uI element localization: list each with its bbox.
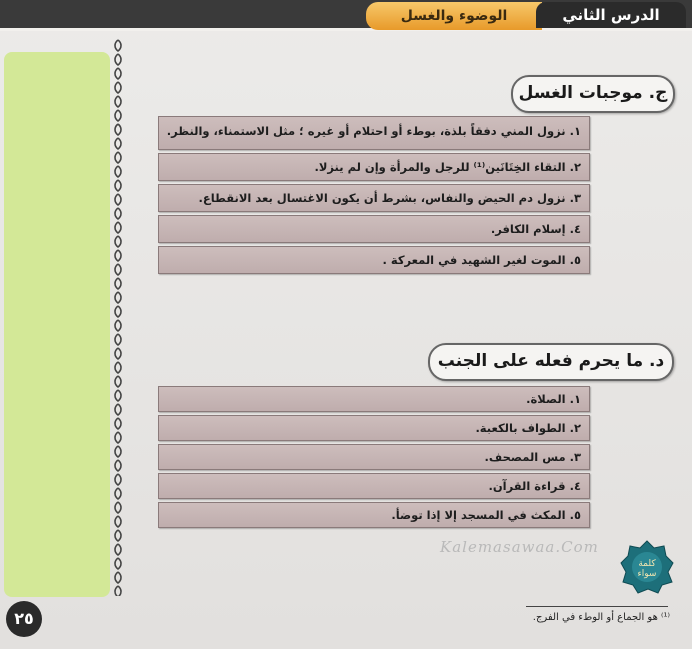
side-panel (4, 52, 110, 597)
item-number: ٥. (569, 508, 581, 522)
chain-link (115, 138, 121, 149)
chain-link (115, 320, 121, 331)
item-number: ٤. (569, 222, 581, 236)
chain-link (115, 54, 121, 65)
chain-link (115, 544, 121, 555)
list-item (158, 502, 590, 528)
lesson-title-tab: الوضوء والغسل (366, 2, 542, 30)
chain-link (115, 110, 121, 121)
kalema-sawaa-logo (620, 540, 674, 594)
chain-link (115, 446, 121, 457)
ghusl-obligations-list (158, 116, 590, 277)
list-item (158, 153, 590, 181)
site-watermark: Kalemasawaa.Com (440, 538, 599, 556)
list-item (158, 415, 590, 441)
chain-link (115, 334, 121, 345)
chain-link (115, 586, 121, 596)
chain-link (115, 418, 121, 429)
chain-link (115, 572, 121, 583)
item-number: ٣. (569, 191, 581, 205)
list-item (158, 246, 590, 274)
chain-link (115, 348, 121, 359)
chain-link (115, 432, 121, 443)
list-item (158, 215, 590, 243)
chain-link (115, 292, 121, 303)
chain-link (115, 474, 121, 485)
chain-link (115, 208, 121, 219)
chain-link (115, 124, 121, 135)
page-number: ٢٥ (6, 601, 42, 637)
chain-link (115, 558, 121, 569)
chain-link (115, 278, 121, 289)
chain-link (115, 68, 121, 79)
item-number: ٣. (569, 450, 581, 464)
list-item (158, 386, 590, 412)
chain-link (115, 306, 121, 317)
item-number: ٤. (569, 479, 581, 493)
item-text: التقاء الخِتَانَين⁽¹⁾ للرجل والمرأة وإن لم ينزلا. (314, 160, 566, 174)
item-text: الصلاة. (526, 392, 566, 406)
list-item (158, 473, 590, 499)
chain-link (115, 236, 121, 247)
item-text: قراءة القرآن. (488, 479, 566, 493)
item-text: نزول دم الحيض والنفاس، بشرط أن يكون الاغتسال بعد الانقطاع. (198, 191, 566, 205)
chain-link (115, 82, 121, 93)
chain-link (115, 502, 121, 513)
junub-prohibitions-list (158, 386, 590, 531)
svg-text:سواء: سواء (637, 569, 657, 579)
list-item (158, 184, 590, 212)
chain-link (115, 194, 121, 205)
item-text: مس المصحف. (484, 450, 566, 464)
chain-link (115, 264, 121, 275)
item-number: ٢. (569, 421, 581, 435)
chain-link (115, 40, 121, 51)
footnote: ⁽¹⁾ هو الجماع أو الوطء في الفرج. (532, 612, 670, 623)
item-text: نزول المني دفقاً بلذة، بوطء أو احتلام أو غيره ؛ مثل الاستمناء، والنظر. (166, 124, 566, 138)
item-text: الطواف بالكعبة. (475, 421, 566, 435)
section-heading-junub-prohibitions: د. ما يحرم فعله على الجنب (428, 343, 674, 381)
chain-link (115, 376, 121, 387)
item-number: ١. (569, 392, 581, 406)
lesson-label-tab: الدرس الثاني (536, 2, 686, 28)
chain-link (115, 488, 121, 499)
chain-link (115, 152, 121, 163)
item-number: ١. (569, 124, 581, 138)
chain-link (115, 530, 121, 541)
chain-link (115, 390, 121, 401)
binding-chain-decoration (112, 36, 124, 596)
footnote-divider (526, 606, 668, 607)
chain-link (115, 404, 121, 415)
item-text: إسلام الكافر. (490, 222, 566, 236)
list-item (158, 444, 590, 470)
chain-link (115, 96, 121, 107)
header-divider (0, 28, 692, 31)
item-number: ٢. (569, 160, 581, 174)
list-item (158, 116, 590, 150)
chain-link (115, 362, 121, 373)
item-number: ٥. (569, 253, 581, 267)
chain-link (115, 516, 121, 527)
section-heading-ghusl-obligations: ج. موجبات الغسل (511, 75, 675, 113)
chain-link (115, 166, 121, 177)
item-text: المكث في المسجد إلا إذا توضأ. (391, 508, 566, 522)
chain-link (115, 250, 121, 261)
chain-link (115, 460, 121, 471)
item-text: الموت لغير الشهيد في المعركة . (382, 253, 566, 267)
chain-link (115, 222, 121, 233)
chain-link (115, 180, 121, 191)
svg-text:كلمة: كلمة (638, 559, 656, 569)
